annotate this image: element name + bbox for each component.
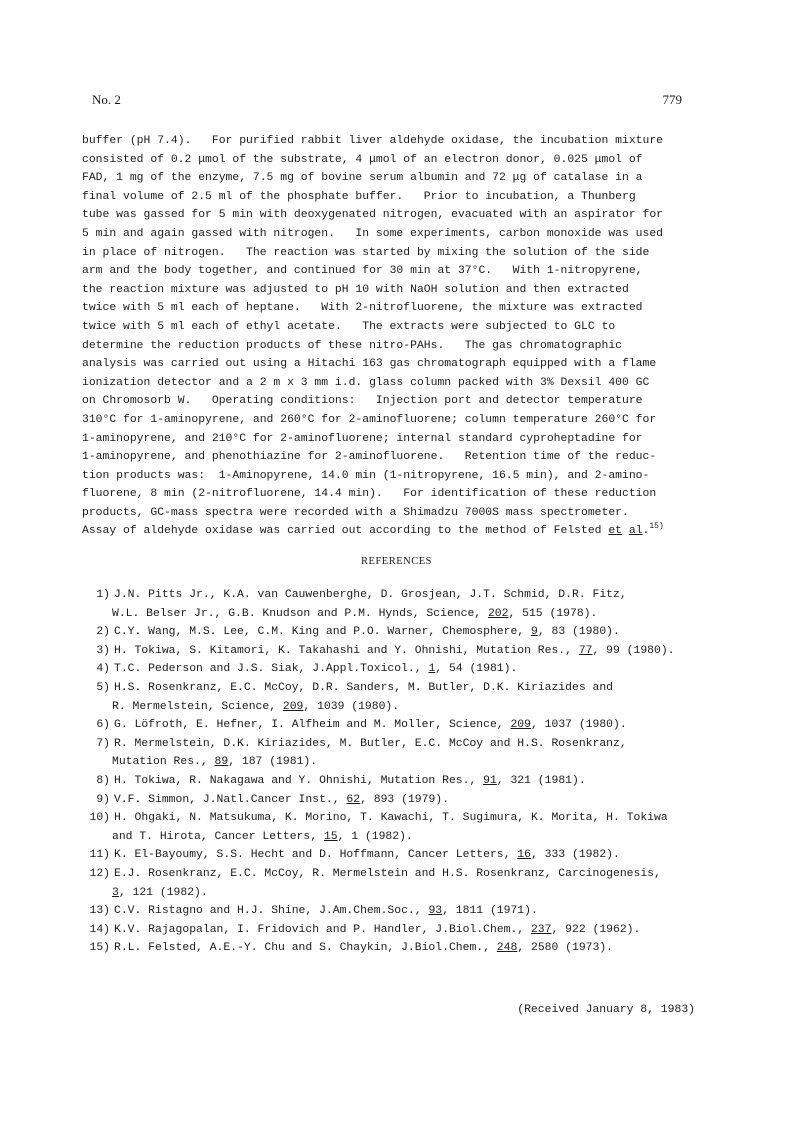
reference-item [82,921,722,940]
reference-line [82,921,722,940]
body-line: on Chromosorb W. Operating conditions: Injection port and detector temperature [82,395,643,408]
body-line: in place of nitrogen. The reaction was started by mixing the solution of the side [82,246,650,259]
issue-number: No. 2 [92,92,121,107]
volume-number: 202 [487,607,509,620]
et-text: et [608,525,623,538]
reference-item [82,846,722,865]
body-line: tion products was: 1-Aminopyrene, 14.0 min (1-nitropyrene, 16.5 min), and 2-amino- [82,469,650,482]
period: . [642,525,650,538]
reference-item [82,772,722,791]
reference-line [82,939,722,958]
reference-item [82,791,722,810]
references-heading: REFERENCES [361,556,432,567]
al-text: al [628,525,643,538]
reference-number: 1) [96,589,110,601]
page-number: 779 [662,92,682,107]
reference-item [82,642,722,661]
reference-text: C.V. Ristagno and H.J. Shine, J.Am.Chem.Soc., 93, 1811 (1971). [114,905,538,918]
reference-item [82,939,722,958]
body-line: ionization detector and a 2 m x 3 mm i.d. glass column packed with 3% Dexsil 400 GC [82,376,650,389]
reference-text: T.C. Pederson and J.S. Siak, J.Appl.Toxicol., 1, 54 (1981). [114,663,518,676]
body-line-text: Assay of aldehyde oxidase was carried out according to the method of Felsted [82,525,609,538]
reference-text: W.L. Belser Jr., G.B. Knudson and P.M. Hynds, Science, 202, 515 (1978). [112,607,598,620]
volume-number: 77 [578,644,593,657]
reference-text: G. Löfroth, E. Hefner, I. Alfheim and M. Moller, Science, 209, 1037 (1980). [114,719,627,732]
reference-item [82,809,722,846]
reference-line [82,660,722,679]
reference-line [82,698,722,717]
reference-number: 6) [96,719,110,732]
body-line: tube was gassed for 5 min with deoxygenated nitrogen, evacuated with an aspirator for [82,209,664,222]
body-line: final volume of 2.5 ml of the phosphate buffer. Prior to incubation, a Thunberg [82,190,636,203]
volume-number: 15 [323,830,338,843]
reference-line [82,623,722,642]
reference-line [82,735,722,754]
reference-number: 3) [96,644,110,657]
reference-number: 15) [89,942,110,955]
reference-text: H.S. Rosenkranz, E.C. McCoy, D.R. Sanders, M. Butler, D.K. Kiriazides and [114,681,613,694]
reference-text: and T. Hirota, Cancer Letters, 15, 1 (1982). [112,830,413,843]
body-line: 1-aminopyrene, and 210°C for 2-aminofluorene; internal standard cyproheptadine for [82,432,643,445]
reference-text: C.Y. Wang, M.S. Lee, C.M. King and P.O. Warner, Chemosphere, 9, 83 (1980). [114,626,620,639]
reference-item [82,865,722,902]
citation-superscript: 15) [649,521,664,531]
reference-text: R.L. Felsted, A.E.-Y. Chu and S. Chaykin, J.Biol.Chem., 248, 2580 (1973). [114,942,614,955]
reference-line [82,753,722,772]
reference-line [82,605,722,624]
body-line: 310°C for 1-aminopyrene, and 260°C for 2-aminofluorene; column temperature 260°C for [82,413,657,426]
volume-number: 16 [517,849,531,862]
reference-number: 5) [96,681,110,694]
body-paragraph [82,132,702,541]
reference-line [82,586,722,605]
reference-line [82,791,722,810]
reference-text: K. El-Bayoumy, S.S. Hecht and D. Hoffmann, Cancer Letters, 16, 333 (1982). [114,849,620,862]
page-header [92,92,682,112]
reference-item [82,586,722,623]
reference-number: 13) [89,905,110,918]
reference-item [82,902,722,921]
reference-item [82,679,722,716]
reference-text: 3, 121 (1982). [112,886,208,899]
volume-number: 248 [496,942,518,955]
body-line: determine the reduction products of these nitro-PAHs. The gas chromatographic [82,339,623,352]
reference-text: H. Tokiwa, R. Nakagawa and Y. Ohnishi, Mutation Res., 91, 321 (1981). [114,774,586,787]
reference-number: 9) [96,793,110,806]
reference-line [82,679,722,698]
reference-line [82,902,722,921]
volume-number: 9 [530,626,538,639]
reference-line [82,809,722,828]
reference-item [82,735,722,772]
reference-text: Mutation Res., 89, 187 (1981). [112,756,318,769]
body-line: arm and the body together, and continued for 30 min at 37°C. With 1-nitropyrene, [82,265,643,278]
reference-line [82,884,722,903]
body-line: buffer (pH 7.4). For purified rabbit liver aldehyde oxidase, the incubation mixture [82,135,664,147]
reference-line [82,828,722,847]
volume-number: 93 [428,905,443,918]
body-line: 1-aminopyrene, and phenothiazine for 2-aminofluorene. Retention time of the reduc- [82,451,657,464]
body-line: analysis was carried out using a Hitachi 163 gas chromatograph equipped with a flame [82,358,657,371]
reference-number: 4) [96,663,110,676]
reference-line [82,846,722,865]
body-line: FAD, 1 mg of the enzyme, 7.5 mg of bovine serum albumin and 72 μg of catalase in a [82,172,643,185]
reference-text: J.N. Pitts Jr., K.A. van Cauwenberghe, D. Grosjean, J.T. Schmid, D.R. Fitz, [114,589,627,601]
volume-number: 89 [214,756,229,769]
body-line: the reaction mixture was adjusted to pH 10 with NaOH solution and then extracted [82,283,629,296]
volume-number: 91 [483,774,497,787]
body-line: fluorene, 8 min (2-nitrofluorene, 14.4 min). For identification of these reduction [82,488,657,501]
reference-text: H. Ohgaki, N. Matsukuma, K. Morino, T. Kawachi, T. Sugimura, K. Morita, H. Tokiwa [114,812,668,825]
volume-number: 3 [112,886,119,899]
body-line: twice with 5 ml each of heptane. With 2-nitrofluorene, the mixture was extracted [82,302,643,315]
reference-text: R. Mermelstein, Science, 209, 1039 (1980). [112,700,400,713]
reference-list [82,586,722,958]
volume-number: 209 [282,700,304,713]
reference-text: K.V. Rajagopalan, I. Fridovich and P. Handler, J.Biol.Chem., 237, 922 (1962). [114,923,641,936]
reference-number: 12) [89,867,110,880]
reference-item [82,660,722,679]
body-line-last [82,522,702,541]
reference-number: 2) [96,626,110,639]
received-date: (Received January 8, 1983) [517,1004,695,1016]
reference-number: 10) [89,812,110,825]
volume-number: 209 [510,719,531,732]
reference-line [82,642,722,661]
body-line: 5 min and again gassed with nitrogen. In some experiments, carbon monoxide was used [82,227,664,240]
reference-line [82,716,722,735]
reference-line [82,772,722,791]
reference-text: H. Tokiwa, S. Kitamori, K. Takahashi and Y. Ohnishi, Mutation Res., 77, 99 (1980). [114,644,675,657]
volume-number: 62 [346,793,361,806]
body-line: products, GC-mass spectra were recorded with a Shimadzu 7000S mass spectrometer. [82,506,629,519]
body-line: twice with 5 ml each of ethyl acetate. The extracts were subjected to GLC to [82,320,616,333]
reference-number: 8) [96,774,110,787]
reference-item [82,623,722,642]
reference-number: 7) [96,737,110,750]
reference-number: 14) [89,923,110,936]
body-line: consisted of 0.2 μmol of the substrate, 4 μmol of an electron donor, 0.025 μmol of [82,153,643,166]
reference-text: R. Mermelstein, D.K. Kiriazides, M. Butler, E.C. McCoy and H.S. Rosenkranz, [114,737,627,750]
reference-line [82,865,722,884]
volume-number: 1 [428,663,436,676]
reference-text: V.F. Simmon, J.Natl.Cancer Inst., 62, 893 (1979). [114,793,449,806]
reference-text: E.J. Rosenkranz, E.C. McCoy, R. Mermelstein and H.S. Rosenkranz, Carcinogenesis, [114,867,661,880]
reference-number: 11) [89,849,110,862]
reference-item [82,716,722,735]
volume-number: 237 [530,923,552,936]
